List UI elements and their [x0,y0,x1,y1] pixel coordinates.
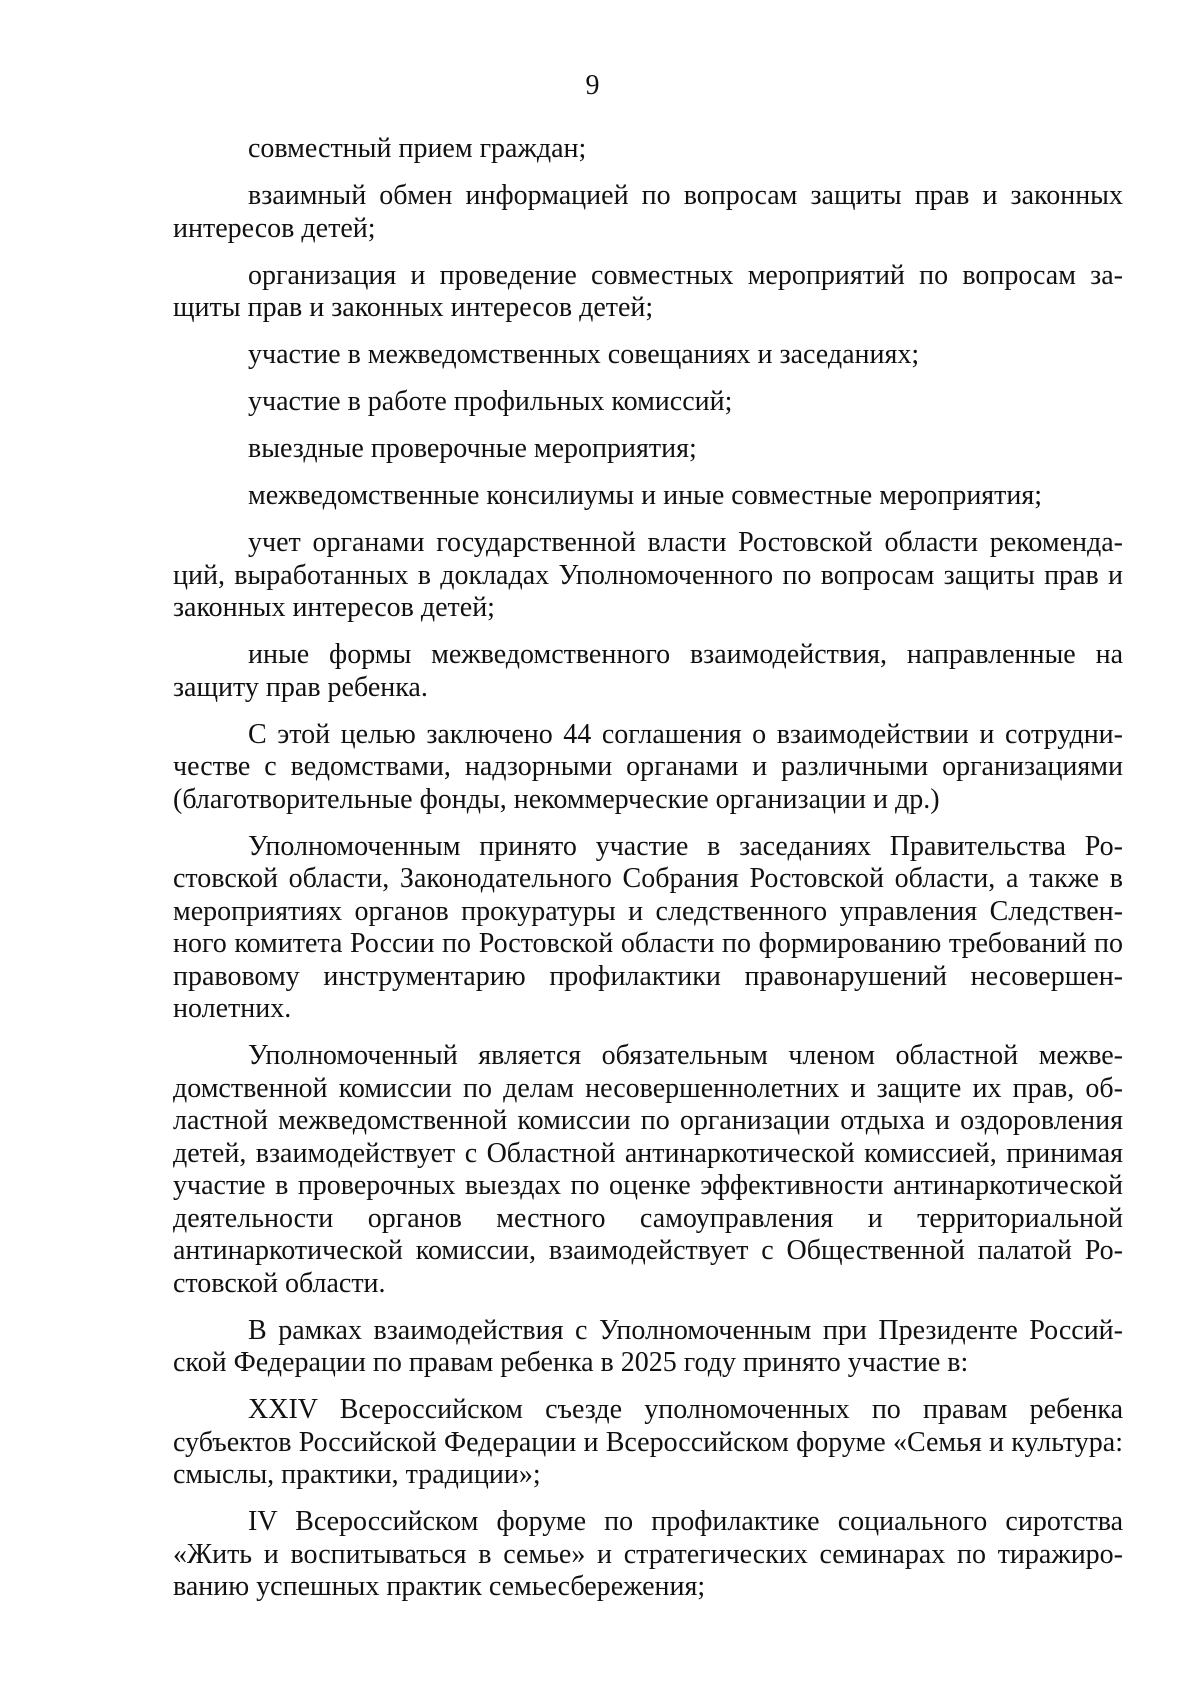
paragraph-recommendations: учет органами государственной власти Ростовской области рекомендаций, выработанных в докладах Уполномоченного по вопросам защиты прав и законных интересов детей; [173,527,1123,623]
paragraph-forum: IV Всероссийском форуме по профилактике социального сиротства «Жить и воспитываться в семье» и стратегических семинарах по тиражированию успешных практик семьесбережения; [173,1506,1123,1602]
paragraph-interagency-meetings: участие в межведомственных совещаниях и заседаниях; [248,339,920,370]
paragraph-field-inspections: выездные проверочные мероприятия; [248,433,697,464]
paragraph-agreements: С этой целью заключено 44 соглашения о взаимодействии и сотрудничестве с ведомствами, надзорными органами и различными организациями (благотворительные фонды, некоммерческие организации и др.) [173,718,1123,815]
page-number: 9 [585,70,600,101]
paragraph-joint-reception: совместный прием граждан; [248,133,587,164]
paragraph-commissions-work: участие в работе профильных комиссий; [248,386,733,417]
paragraph-congress: XXIV Всероссийском съезде уполномоченных по правам ребенка субъектов Российской Федерации и Всероссийском форуме «Семья и культура: смыслы, практики, традиции»; [173,1394,1123,1490]
document-body [173,133,1123,1618]
paragraph-joint-events: организация и проведение совместных мероприятий по вопросам защиты прав и законных интересов детей; [173,259,1123,323]
paragraph-commission-membership: Уполномоченный является обязательным членом областной межведомственной комиссии по делам несовершеннолетних и защите их прав, областной межведомственной комиссии по организации отдыха и оздоровления детей, взаимодействует с Областной антинаркотической комиссией, принимая участие в проверочных выездах по оценке эффективности антинаркотической деятельности органов местного самоуправления и территориальной антинаркотической комиссии, взаимодействует с Общественной палатой Ростовской области. [173,1040,1123,1299]
paragraph-government-meetings: Уполномоченным принято участие в заседаниях Правительства Ростовской области, Законодательного Собрания Ростовской области, а также в мероприятиях органов прокуратуры и следственного управления Следственного комитета России по Ростовской области по формированию требований по правовому инструментарию профилактики правонарушений несовершеннолетних. [173,830,1123,1024]
paragraph-information-exchange: взаимный обмен информацией по вопросам защиты прав и законных интересов детей; [173,180,1123,244]
paragraph-federal-interaction: В рамках взаимодействия с Уполномоченным при Президенте Российской Федерации по правам ребенка в 2025 году принято участие в: [173,1314,1123,1378]
paragraph-consiliums: межведомственные консилиумы и иные совместные мероприятия; [248,480,1043,511]
paragraph-other-forms: иные формы межведомственного взаимодействия, направленные на защиту прав ребенка. [173,639,1123,703]
